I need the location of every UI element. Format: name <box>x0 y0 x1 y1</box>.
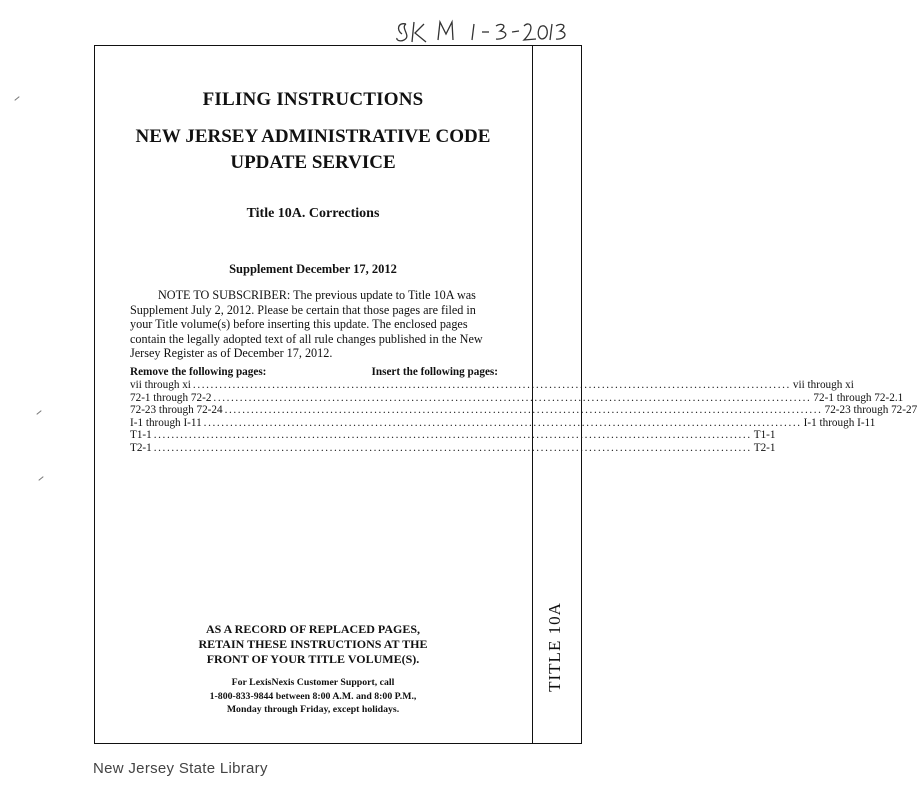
insert-pages: 72-1 through 72-2.1 <box>813 391 904 404</box>
leader-dots: ........................................................................................................................................ <box>224 404 823 417</box>
page-replacement-table <box>130 366 917 455</box>
note-line: NOTE TO SUBSCRIBER: The previous update to Title 10A was <box>158 288 476 302</box>
side-tab-label: TITLE 10A <box>545 602 564 692</box>
insert-pages: I-1 through I-11 <box>803 416 876 429</box>
supplement-date: Supplement December 17, 2012 <box>229 262 397 276</box>
subscriber-note <box>130 288 496 361</box>
support-line: Monday through Friday, except holidays. <box>226 704 400 715</box>
code-title-line: NEW JERSEY ADMINISTRATIVE CODE <box>135 126 491 147</box>
remove-pages: I-1 through I-11 <box>130 416 202 429</box>
support-line: For LexisNexis Customer Support, call <box>231 677 395 688</box>
insert-header: Insert the following pages: <box>371 366 498 378</box>
scan-speck <box>36 410 41 415</box>
customer-support-info <box>94 676 532 717</box>
remove-pages: 72-23 through 72-24 <box>130 404 223 417</box>
retain-line: AS A RECORD OF REPLACED PAGES, <box>205 622 421 636</box>
leader-dots: ........................................................................................................................................ <box>203 416 802 429</box>
scan-speck <box>38 476 43 481</box>
table-row <box>130 379 854 392</box>
insert-pages: 72-23 through 72-27 <box>824 404 917 417</box>
retain-line: RETAIN THESE INSTRUCTIONS AT THE <box>198 637 428 651</box>
side-tab <box>525 592 585 702</box>
handwritten-note <box>392 12 572 46</box>
insert-pages: T1-1 <box>753 429 776 442</box>
table-row <box>130 391 904 405</box>
remove-header: Remove the following pages: <box>130 366 267 378</box>
support-line: 1-800-833-9844 between 8:00 A.M. and 8:00 P.M., <box>209 690 417 702</box>
page-title: FILING INSTRUCTIONS <box>202 89 424 110</box>
note-line: Supplement July 2, 2012. Please be certain that those pages are filed in <box>130 302 476 317</box>
remove-pages: T2-1 <box>130 441 152 454</box>
table-row <box>130 416 876 430</box>
remove-pages: 72-1 through 72-2 <box>130 391 212 404</box>
table-row <box>130 404 917 417</box>
remove-pages: vii through xi <box>130 379 191 391</box>
table-header <box>130 366 498 379</box>
insert-pages: vii through xi <box>792 379 854 391</box>
leader-dots: ........................................................................................................................................ <box>213 391 812 404</box>
insert-pages: T2-1 <box>753 441 776 454</box>
table-row <box>130 429 776 442</box>
leader-dots: ........................................................................................................................................ <box>153 441 752 454</box>
library-stamp: New Jersey State Library <box>93 760 268 777</box>
retain-instructions <box>94 622 532 667</box>
code-title <box>94 124 532 176</box>
note-line: Jersey Register as of December 17, 2012. <box>130 346 333 361</box>
retain-line: FRONT OF YOUR TITLE VOLUME(S). <box>206 652 420 666</box>
leader-dots: ........................................................................................................................................ <box>153 429 752 442</box>
remove-pages: T1-1 <box>130 429 152 442</box>
leader-dots: ........................................................................................................................................ <box>192 379 791 391</box>
scan-speck <box>14 96 19 101</box>
table-row <box>130 441 776 455</box>
code-title-line: UPDATE SERVICE <box>230 152 396 173</box>
subject-title: Title 10A. Corrections <box>246 206 380 221</box>
note-line: your Title volume(s) before inserting this update. The enclosed pages <box>130 317 468 332</box>
note-line: contain the legally adopted text of all rule changes published in the New <box>130 331 483 346</box>
